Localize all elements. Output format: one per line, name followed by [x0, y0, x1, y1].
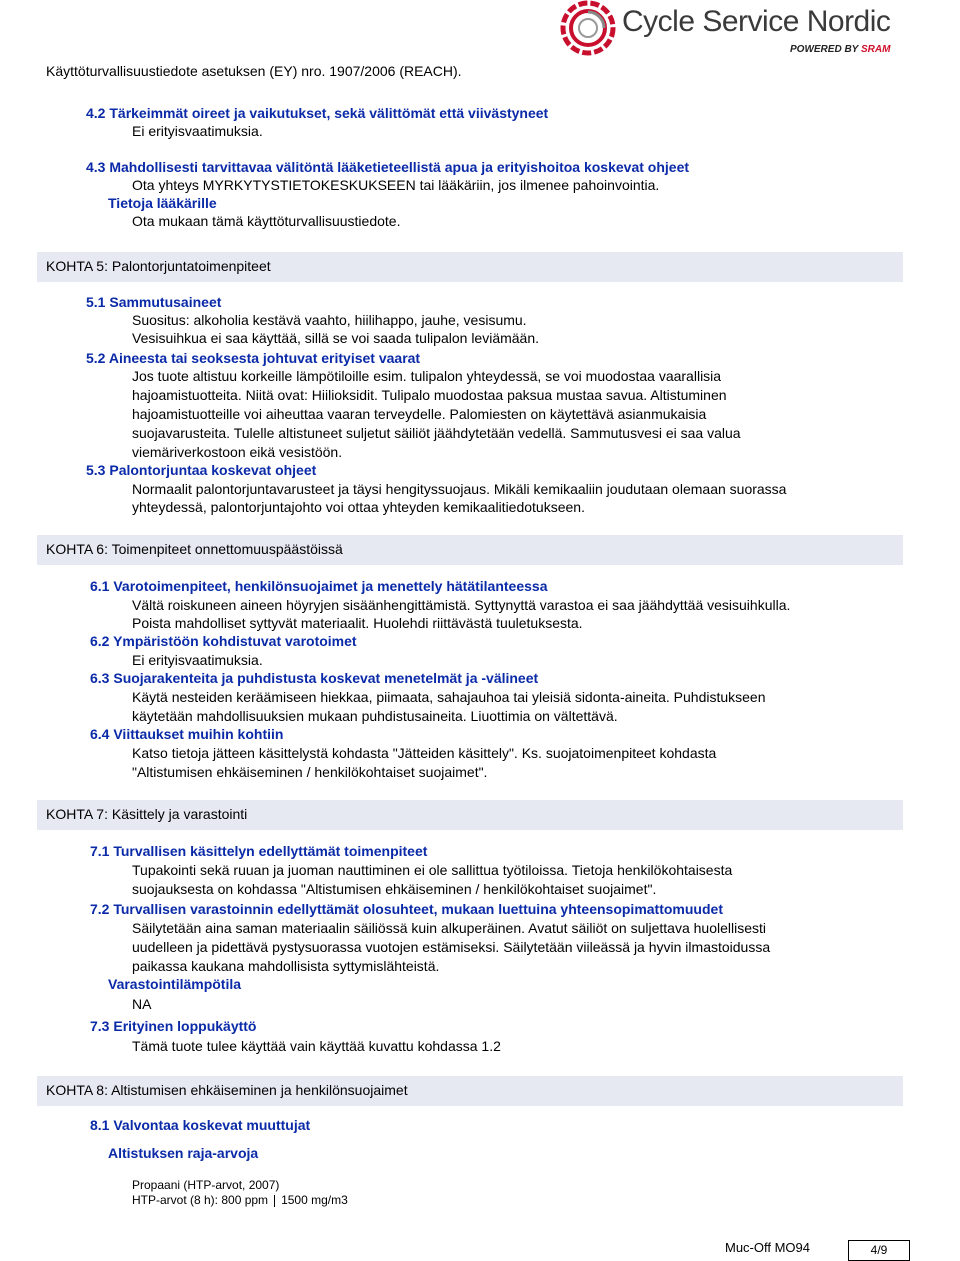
- text-6-4-line: "Altistumisen ehkäiseminen / henkilökohtaiset suojaimet".: [132, 764, 488, 780]
- heading-5-2: 5.2 Aineesta tai seoksesta johtuvat erityiset vaarat: [86, 350, 421, 366]
- section-6-title: KOHTA 6: Toimenpiteet onnettomuuspäästöissä: [46, 541, 343, 557]
- gear-logo-icon: [558, 0, 618, 60]
- text-5-2-line: hajoamistuotteita. Niitä ovat: Hiilioksidit. Tulipalo muodostaa paksua mustaa savua. Altistuminen: [132, 387, 727, 403]
- section-6-header: [37, 535, 903, 565]
- text-5-1b: Vesisuihkua ei saa käyttää, sillä se voi saada tulipalon leviämään.: [132, 330, 540, 346]
- heading-8-1: 8.1 Valvontaa koskevat muuttujat: [90, 1117, 311, 1133]
- subheading-exposure-limits: Altistuksen raja-arvoja: [108, 1145, 259, 1161]
- text-5-2-line: suojavarusteita. Tulelle altistuneet suljetut säiliöt jäähdytetään vedellä. Sammutusvesi ei saa valua: [132, 425, 741, 441]
- subheading-doctor-info: Tietoja lääkärille: [108, 195, 217, 211]
- htp-mg: 1500 mg/m3: [281, 1193, 348, 1207]
- heading-6-3: 6.3 Suojarakenteita ja puhdistusta koskevat menetelmät ja -välineet: [90, 670, 539, 686]
- heading-7-2: 7.2 Turvallisen varastoinnin edellyttämät olosuhteet, mukaan luettuina yhteensopimattomuudet: [90, 901, 723, 917]
- text-5-1a: Suositus: alkoholia kestävä vaahto, hiilihappo, jauhe, vesisumu.: [132, 312, 527, 328]
- heading-6-1: 6.1 Varotoimenpiteet, henkilönsuojaimet ja menettely hätätilanteessa: [90, 578, 548, 594]
- text-5-2-line: hajoamistuotteille voi aiheuttaa vaaran terveydelle. Palomiesten on käytettävä asianmukaisia: [132, 406, 707, 422]
- text-6-4-line: Katso tietoja jätteen käsittelystä kohdasta "Jätteiden käsittely". Ks. suojatoimenpiteet kohdasta: [132, 745, 717, 761]
- logo-brand: SRAM: [860, 44, 891, 55]
- text-4-2: Ei erityisvaatimuksia.: [132, 123, 263, 139]
- text-7-2-line: uudelleen ja pidettävä pystysuorassa vuotojen estämiseksi. Säilytetään viileässä ja hyvin ilmastoidussa: [132, 939, 771, 955]
- storage-temp-value: NA: [132, 996, 152, 1012]
- product-code: Muc-Off MO94: [725, 1240, 811, 1255]
- section-8-title: KOHTA 8: Altistumisen ehkäiseminen ja henkilönsuojaimet: [46, 1082, 408, 1098]
- heading-6-2: 6.2 Ympäristöön kohdistuvat varotoimet: [90, 633, 357, 649]
- heading-7-3: 7.3 Erityinen loppukäyttö: [90, 1018, 257, 1034]
- htp-values: [132, 1191, 348, 1209]
- heading-7-1: 7.1 Turvallisen käsittelyn edellyttämät toimenpiteet: [90, 843, 428, 859]
- section-7-title: KOHTA 7: Käsittely ja varastointi: [46, 806, 248, 822]
- substance-name: Propaani (HTP-arvot, 2007): [132, 1178, 280, 1192]
- heading-5-1: 5.1 Sammutusaineet: [86, 294, 222, 310]
- text-7-3: Tämä tuote tulee käyttää vain käyttää kuvattu kohdassa 1.2: [132, 1038, 501, 1054]
- text-7-2-line: Säilytetään aina saman materiaalin säiliössä kuin alkuperäinen. Avatut säiliöt on suljettava huolellisesti: [132, 920, 766, 936]
- text-7-2-line: paikassa kaukana mahdollisista syttymislähteistä.: [132, 958, 440, 974]
- logo-powered-by: [790, 44, 890, 55]
- heading-4-2: 4.2 Tärkeimmät oireet ja vaikutukset, sekä välittömät että viivästyneet: [86, 105, 549, 121]
- text-4-3b: Ota mukaan tämä käyttöturvallisuustiedote.: [132, 213, 401, 229]
- text-5-2-line: Jos tuote altistuu korkeille lämpötiloille esim. tulipalon yhteydessä, se voi muodostaa vaarallisia: [132, 368, 722, 384]
- heading-6-4: 6.4 Viittaukset muihin kohtiin: [90, 726, 284, 742]
- section-5-title: KOHTA 5: Palontorjuntatoimenpiteet: [46, 258, 271, 274]
- logo-powered-label: POWERED BY: [790, 44, 859, 55]
- page-number: 4/9: [848, 1240, 910, 1261]
- subheading-storage-temp: Varastointilämpötila: [108, 976, 242, 992]
- text-5-3-line: Normaalit palontorjuntavarusteet ja täysi hengityssuojaus. Mikäli kemikaaliin joudutaan olemaan suorassa: [132, 481, 787, 497]
- logo-text: Cycle Service Nordic: [622, 5, 891, 38]
- text-5-3-line: yhteydessä, palontorjuntajohto voi ottaa yhteyden kemikaalitiedotukseen.: [132, 499, 585, 515]
- text-7-1-line: Tupakointi sekä ruuan ja juoman nauttiminen ei ole sallittua työtiloissa. Tietoja henkilökohtaisesta: [132, 862, 733, 878]
- text-5-2-line: viemäriverkostoon eikä vesistöön.: [132, 444, 343, 460]
- text-6-3-line: käytetään mahdollisuuksien mukaan puhdistusaineita. Liuottimia on vältettävä.: [132, 708, 618, 724]
- value-separator: [274, 1195, 275, 1207]
- text-6-1-line: Vältä roiskuneen aineen höyryjen sisäänhengittämistä. Syttynyttä varastoa ei saa jäähdyttää vesisuihkulla.: [132, 597, 791, 613]
- text-6-2: Ei erityisvaatimuksia.: [132, 652, 263, 668]
- company-logo: [558, 0, 918, 62]
- text-6-1-line: Poista mahdolliset syttyvät materiaalit. Huolehdi riittävästä tuuletuksesta.: [132, 615, 583, 631]
- text-7-1-line: suojauksesta on kohdassa "Altistumisen ehkäiseminen / henkilökohtaiset suojaimet".: [132, 881, 657, 897]
- section-7-header: [37, 800, 903, 830]
- htp-ppm: HTP-arvot (8 h): 800 ppm: [132, 1193, 269, 1207]
- text-4-3a: Ota yhteys MYRKYTYSTIETOKESKUKSEEN tai lääkäriin, jos ilmenee pahoinvointia.: [132, 177, 660, 193]
- heading-4-3: 4.3 Mahdollisesti tarvittavaa välitöntä lääketieteellistä apua ja erityishoitoa koskevat ohjeet: [86, 159, 690, 175]
- section-5-header: [37, 252, 903, 282]
- text-6-3-line: Käytä nesteiden keräämiseen hiekkaa, piimaata, sahajauhoa tai yleisiä sidonta-aineita. Puhdistukseen: [132, 689, 766, 705]
- regulation-header: Käyttöturvallisuustiedote asetuksen (EY) nro. 1907/2006 (REACH).: [46, 63, 462, 79]
- section-8-header: [37, 1076, 903, 1106]
- heading-5-3: 5.3 Palontorjuntaa koskevat ohjeet: [86, 462, 317, 478]
